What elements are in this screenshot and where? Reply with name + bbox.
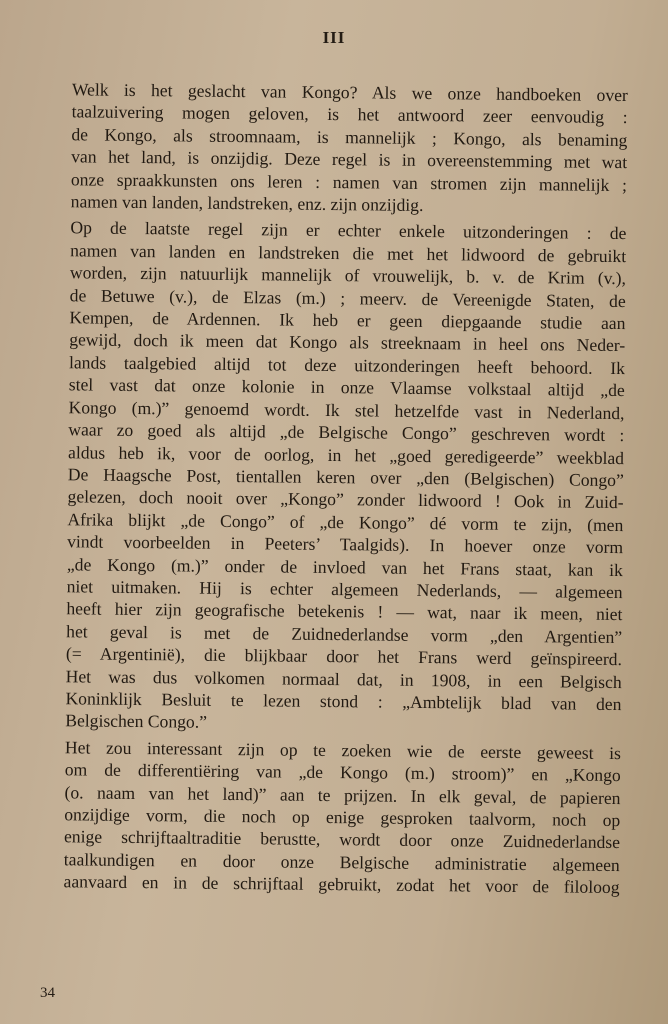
paragraph-1 <box>43 78 628 219</box>
text-line: lands taalgebied altijd tot deze uitzonderingen heeft behoord. Ik <box>68 352 626 378</box>
text-line: heeft hier zijn geografische betekenis ! — wat, naar ik meen, niet <box>66 598 623 625</box>
text-line: het geval is met de Zuidnederlandse vorm „den Argentien” <box>66 621 623 647</box>
text-line: (o. naam van het land)” aan te prijzen. In elk geval, de papieren <box>64 781 621 808</box>
text-line: namen van landen, landstreken, enz. zijn onzijdig. <box>70 191 424 216</box>
text-line: onze spraakkunsten ons leren : namen van stromen zijn mannelijk ; <box>70 168 628 195</box>
text-line: gelezen, doch nooit over „Kongo” zonder lidwoord ! Ook in Zuid- <box>67 486 624 513</box>
text-line: onzijdige vorm, die noch op enige gesproken taalvorm, noch op <box>64 804 621 831</box>
text-line: aldus heb ik, voor de oorlog, in het „goed geredigeerde” weekblad <box>67 441 625 468</box>
text-line: Het zou interessant zijn op te zoeken wie de eerste geweest is <box>64 737 622 763</box>
text-line: Belgischen Congo.” <box>65 710 208 733</box>
text-line: Welk is het geslacht van Kongo? Als we onze handboeken over <box>71 79 628 106</box>
text-line: Afrika blijkt „de Congo” of „de Kongo” dé vorm te zijn, (men <box>67 508 624 535</box>
text-line: Koninklijk Besluit te lezen stond : „Ambtelijk blad van den <box>65 688 622 715</box>
text-line: gewijd, doch ik meen dat Kongo als streeknaam in heel ons Neder- <box>69 329 626 356</box>
text-line: om de differentiëring van „de Kongo (m.) stroom)” en „Kongo <box>64 759 621 786</box>
text-line: niet uitmaken. Hij is echter algemeen Nederlands, — algemeen <box>66 576 623 603</box>
text-line: waar zo goed als altijd „de Belgische Congo” geschreven wordt : <box>68 419 625 446</box>
text-line: namen van landen en landstreken die met het lidwoord de gebruikt <box>70 240 627 266</box>
text-line: de Kongo, als stroomnaam, is mannelijk ; Kongo, als benaming <box>71 124 628 150</box>
text-line: vindt voorbeelden in Peeters’ Taalgids). In hoever onze vorm <box>67 531 624 558</box>
text-line: Kongo (m.)” genoemd wordt. Ik stel hetzelfde vast in Nederland, <box>68 396 625 423</box>
text-line: Op de laatste regel zijn er echter enkele uitzonderingen : de <box>70 217 627 244</box>
page-number: 34 <box>40 985 55 1001</box>
text-line: Kempen, de Ardennen. Ik heb er geen diepgaande studie aan <box>69 307 626 334</box>
text-line: taalkundigen en door onze Belgische administratie algemeen <box>63 849 620 875</box>
text-line: aanvaard en in de schrijftaal gebruikt, zodat het voor de filoloog <box>63 871 620 898</box>
text-line: Het was dus volkomen normaal dat, in 1908, in een Belgisch <box>65 665 622 692</box>
text-line: worden, zijn natuurlijk mannelijk of vrouwelijk, b. v. de Krim (v.), <box>69 262 627 289</box>
chapter-number: III <box>322 28 346 47</box>
text-line: De Haagsche Post, tientallen keren over „den (Belgischen) Congo” <box>67 464 624 490</box>
paragraph-2 <box>37 216 626 737</box>
text-line: taalzuivering mogen geloven, is het antwoord zeer eenvoudig : <box>71 101 628 128</box>
text-line: van het land, is onzijdig. Deze regel is in overeenstemming met wat <box>71 146 628 173</box>
text-line: „de Kongo (m.)” onder de invloed van het Frans staat, kan ik <box>66 553 623 580</box>
text-line: enige schrijftaaltraditie berustte, wordt door onze Zuidnederlandse <box>63 826 621 853</box>
body-text <box>35 78 627 899</box>
paragraph-3 <box>35 736 621 899</box>
text-line: de Betuwe (v.), de Elzas (m.) ; meerv. de Vereenigde Staten, de <box>69 284 626 311</box>
text-line: (= Argentinië), die blijkbaar door het Frans werd geïnspireerd. <box>65 643 623 670</box>
text-line: stel vast dat onze kolonie in onze Vlaamse volkstaal altijd „de <box>68 374 625 401</box>
